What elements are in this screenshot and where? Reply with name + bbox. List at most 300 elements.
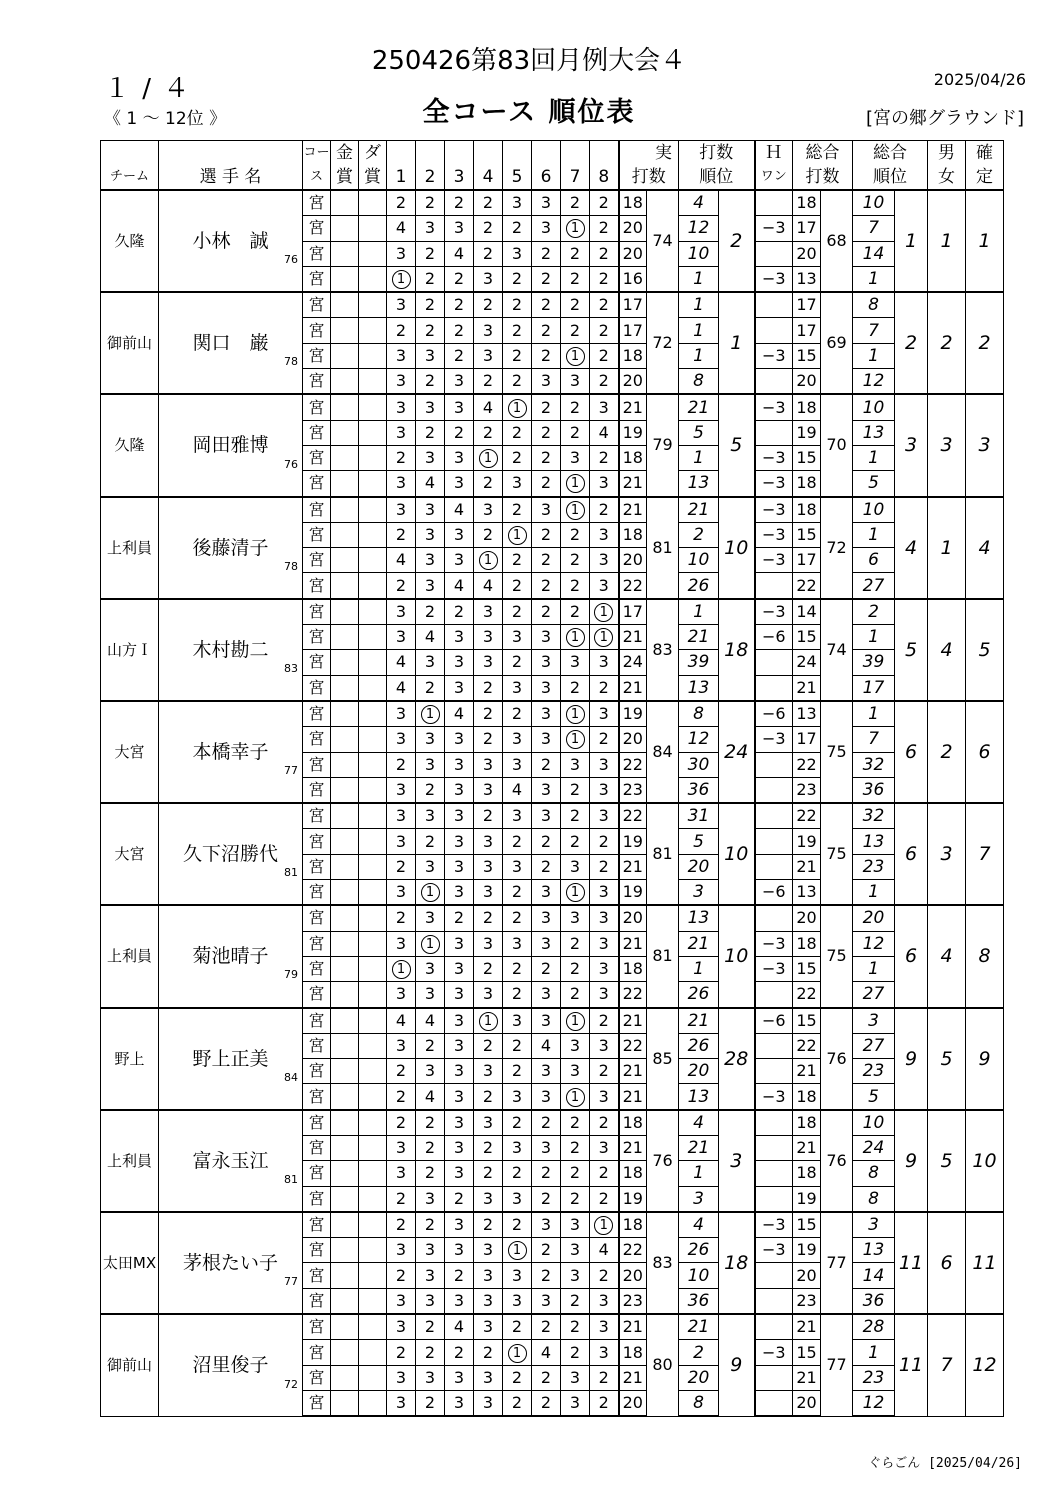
hole-score-cell: 2 [416,369,445,395]
gold-cell [331,777,359,803]
hole-score-cell: 3 [532,1135,561,1160]
hole-score-cell: 2 [387,190,416,216]
hole-score-cell: 2 [474,803,503,829]
hole-in-one-cell: −3 [755,1084,793,1110]
hole-score-cell: 3 [416,1186,445,1212]
col-hole-2: 2 [416,165,445,190]
round-total-rank-cell: 1 [853,956,895,981]
hole-score-cell: 3 [445,1110,474,1136]
actual-strokes-cell: 79 [647,394,679,496]
hole-score-cell: 2 [503,650,532,675]
round-sum-cell: 23 [619,777,647,803]
course-cell: 宮 [303,880,331,906]
round-total-rank-cell: 1 [853,1340,895,1365]
team-cell: 上利員 [101,497,159,599]
gold-cell [331,1390,359,1416]
round-total-cell: 24 [793,650,821,675]
hole-score-cell: 2 [503,1314,532,1340]
round-rank-cell: 21 [679,625,719,650]
hole-score-cell: 3 [503,1288,532,1314]
player-age: 79 [284,968,298,982]
table-row [101,701,1004,727]
hole-score-cell: 2 [445,905,474,931]
da-cell [359,1059,387,1084]
course-cell: 宮 [303,1084,331,1110]
header-row-bottom [101,165,1004,190]
round-sum-cell: 21 [619,471,647,497]
round-sum-cell: 20 [619,1390,647,1416]
col-da: 賞 [359,165,387,190]
total-rank-cell: 11 [895,1212,928,1314]
col-course-top: コー [303,141,331,166]
hole-score-cell: 2 [561,931,590,956]
hole-score-cell: 2 [474,292,503,318]
round-total-cell: 19 [793,1186,821,1212]
hole-in-one-cell [755,803,793,829]
hole-score-cell: 3 [416,343,445,368]
hole-score-cell: 3 [474,599,503,625]
gender-rank-cell: 4 [928,599,966,701]
actual-strokes-cell: 81 [647,905,679,1007]
hole-score-cell: 2 [503,266,532,292]
hole-score-cell: 2 [532,1365,561,1390]
hole-score-cell: 4 [416,625,445,650]
round-sum-cell: 18 [619,343,647,368]
hole-score-cell: 3 [445,1135,474,1160]
round-total-cell: 15 [793,343,821,368]
hole-in-one-cell [755,1288,793,1314]
hole-score-cell: 3 [590,956,619,981]
venue-label: [宮の郷グラウンド] [865,108,1024,129]
hole-score-cell: 2 [561,318,590,343]
round-total-cell: 15 [793,1340,821,1365]
hole-score-cell: 2 [503,420,532,445]
gold-cell [331,318,359,343]
hole-score-cell: 3 [532,880,561,906]
round-sum-cell: 21 [619,497,647,523]
round-sum-cell: 23 [619,1288,647,1314]
gold-cell [331,190,359,216]
hole-score-cell: 3 [503,471,532,497]
hole-score-cell [474,1008,503,1034]
hole-in-one-cell: −6 [755,625,793,650]
round-total-rank-cell: 13 [853,1238,895,1263]
hole-score-cell: 3 [474,752,503,777]
hole-score-cell: 2 [503,1390,532,1416]
hole-in-one-cell: −3 [755,522,793,547]
player-age: 77 [284,764,298,778]
round-sum-cell: 20 [619,241,647,266]
col-team-top [101,141,159,166]
hole-in-one-mark: 1 [479,449,498,468]
gold-cell [331,1263,359,1288]
round-total-rank-cell: 27 [853,1033,895,1058]
round-total-cell: 22 [793,1033,821,1058]
player-name: 本橋幸子 [192,741,269,764]
gold-cell [331,701,359,727]
round-total-rank-cell: 27 [853,573,895,599]
player-name: 沼里俊子 [192,1354,269,1377]
hole-score-cell: 3 [532,625,561,650]
col-actual: 打数 [619,165,679,190]
round-rank-cell: 13 [679,905,719,931]
hole-score-cell: 3 [561,369,590,395]
hole-score-cell [561,216,590,241]
round-total-rank-cell: 13 [853,829,895,854]
round-total-rank-cell: 12 [853,1390,895,1416]
hole-score-cell: 2 [503,1212,532,1238]
round-total-rank-cell: 27 [853,982,895,1008]
hole-in-one-cell: −3 [755,1340,793,1365]
col-rank: 順位 [679,165,755,190]
hole-score-cell: 3 [445,675,474,701]
hole-score-cell [503,522,532,547]
da-cell [359,445,387,470]
gold-cell [331,1314,359,1340]
hole-score-cell: 2 [561,1186,590,1212]
hole-score-cell: 3 [590,777,619,803]
hole-score-cell: 3 [445,880,474,906]
hole-in-one-cell: −3 [755,343,793,368]
col-mf: 女 [928,165,966,190]
hole-score-cell: 3 [590,548,619,573]
hole-score-cell: 3 [445,471,474,497]
hole-score-cell: 3 [445,445,474,470]
round-rank-cell: 30 [679,752,719,777]
course-cell: 宮 [303,497,331,523]
stroke-rank-cell: 10 [719,497,755,599]
team-cell: 御前山 [101,292,159,394]
course-cell: 宮 [303,420,331,445]
round-sum-cell: 19 [619,829,647,854]
hole-score-cell: 3 [532,1059,561,1084]
hole-score-cell: 3 [445,522,474,547]
hole-score-cell: 3 [445,548,474,573]
hole-score-cell: 3 [503,1263,532,1288]
hole-score-cell: 2 [532,292,561,318]
total-rank-cell: 9 [895,1008,928,1110]
hole-in-one-mark: 1 [566,347,585,366]
hole-score-cell: 3 [474,318,503,343]
hole-score-cell: 2 [474,1033,503,1058]
round-rank-cell: 8 [679,369,719,395]
da-cell [359,1390,387,1416]
hole-score-cell: 2 [590,241,619,266]
da-cell [359,752,387,777]
course-cell: 宮 [303,727,331,752]
ranking-table [100,140,1004,1417]
hole-score-cell: 2 [590,292,619,318]
hole-score-cell: 3 [416,522,445,547]
hole-score-cell: 3 [590,1033,619,1058]
hole-score-cell: 2 [532,445,561,470]
hole-in-one-cell [755,318,793,343]
round-sum-cell: 20 [619,1263,647,1288]
course-cell: 宮 [303,190,331,216]
round-rank-cell: 5 [679,420,719,445]
gender-rank-cell: 3 [928,394,966,496]
da-cell [359,956,387,981]
hole-score-cell: 2 [590,216,619,241]
hole-score-cell: 2 [561,777,590,803]
round-total-cell: 13 [793,701,821,727]
hole-score-cell: 2 [532,956,561,981]
round-total-rank-cell: 3 [853,1212,895,1238]
round-total-rank-cell: 14 [853,1263,895,1288]
hole-score-cell: 2 [561,599,590,625]
hole-score-cell: 3 [416,905,445,931]
round-total-rank-cell: 36 [853,1288,895,1314]
round-total-rank-cell: 1 [853,625,895,650]
team-cell: 御前山 [101,1314,159,1416]
course-cell: 宮 [303,1008,331,1034]
round-sum-cell: 17 [619,599,647,625]
round-rank-cell: 26 [679,982,719,1008]
col-hole-1: 1 [387,165,416,190]
da-cell [359,1135,387,1160]
hole-score-cell: 3 [474,1059,503,1084]
gold-cell [331,1033,359,1058]
final-rank-cell: 10 [966,1110,1004,1212]
hole-score-cell: 3 [445,1033,474,1058]
course-cell: 宮 [303,573,331,599]
da-cell [359,573,387,599]
round-total-rank-cell: 1 [853,880,895,906]
round-total-cell: 15 [793,1008,821,1034]
hole-score-cell: 3 [387,777,416,803]
hole-score-cell [416,701,445,727]
round-rank-cell: 26 [679,573,719,599]
page-title: 250426第83回月例大会４ [371,46,687,76]
hole-score-cell: 3 [445,394,474,420]
round-rank-cell: 2 [679,522,719,547]
round-sum-cell: 18 [619,445,647,470]
hole-score-cell: 3 [387,829,416,854]
gender-rank-cell: 2 [928,292,966,394]
hole-score-cell: 3 [387,701,416,727]
hole-score-cell: 3 [590,394,619,420]
hole-score-cell: 3 [445,369,474,395]
player-name: 菊池晴子 [192,945,269,968]
hole-score-cell: 3 [387,343,416,368]
total-strokes-cell: 69 [821,292,853,394]
course-cell: 宮 [303,752,331,777]
round-sum-cell: 18 [619,190,647,216]
hole-score-cell: 3 [503,752,532,777]
total-strokes-cell: 76 [821,1008,853,1110]
round-total-rank-cell: 10 [853,190,895,216]
player-name-cell [159,497,303,599]
round-rank-cell: 1 [679,318,719,343]
hole-in-one-mark: 1 [594,628,613,647]
hole-score-cell: 4 [445,701,474,727]
hole-in-one-cell [755,241,793,266]
da-cell [359,394,387,420]
da-cell [359,599,387,625]
hole-score-cell: 3 [445,803,474,829]
final-rank-cell: 9 [966,1008,1004,1110]
player-name-cell [159,1110,303,1212]
hole-score-cell: 2 [474,675,503,701]
col-hole-top [445,141,474,166]
round-total-cell: 15 [793,625,821,650]
gold-cell [331,1186,359,1212]
hole-in-one-cell: −3 [755,497,793,523]
col-final-top: 確 [966,141,1004,166]
hole-in-one-cell: −3 [755,394,793,420]
gold-cell [331,982,359,1008]
da-cell [359,777,387,803]
course-cell: 宮 [303,343,331,368]
actual-strokes-cell: 74 [647,190,679,292]
player-age: 78 [284,559,298,573]
round-rank-cell: 21 [679,497,719,523]
col-trank: 順位 [853,165,928,190]
hole-score-cell: 2 [474,905,503,931]
gold-cell [331,241,359,266]
course-cell: 宮 [303,1161,331,1186]
round-sum-cell: 20 [619,905,647,931]
hole-in-one-cell: −3 [755,1238,793,1263]
hole-score-cell: 2 [532,1110,561,1136]
total-rank-cell: 1 [895,190,928,292]
hole-score-cell: 3 [590,1340,619,1365]
gold-cell [331,548,359,573]
gender-rank-cell: 3 [928,803,966,905]
course-cell: 宮 [303,241,331,266]
course-cell: 宮 [303,931,331,956]
round-sum-cell: 21 [619,625,647,650]
round-total-rank-cell: 7 [853,727,895,752]
hole-score-cell: 4 [387,216,416,241]
round-total-rank-cell: 8 [853,292,895,318]
round-sum-cell: 18 [619,1161,647,1186]
table-row [101,497,1004,523]
hole-in-one-cell: −3 [755,956,793,981]
round-total-rank-cell: 12 [853,369,895,395]
hole-score-cell [590,625,619,650]
round-total-cell: 18 [793,1110,821,1136]
stroke-rank-cell: 28 [719,1008,755,1110]
round-sum-cell: 18 [619,956,647,981]
col-hole-7: 7 [561,165,590,190]
hole-score-cell: 2 [387,318,416,343]
hole-in-one-cell [755,1390,793,1416]
total-strokes-cell: 77 [821,1212,853,1314]
hole-in-one-mark: 1 [594,1216,613,1235]
actual-strokes-cell: 83 [647,599,679,701]
round-rank-cell: 1 [679,445,719,470]
gold-cell [331,369,359,395]
course-cell: 宮 [303,471,331,497]
round-total-rank-cell: 13 [853,420,895,445]
round-sum-cell: 20 [619,727,647,752]
hole-in-one-cell [755,650,793,675]
hole-score-cell: 4 [532,1340,561,1365]
hole-score-cell: 2 [503,1059,532,1084]
hole-score-cell: 3 [445,1059,474,1084]
hole-score-cell: 2 [532,420,561,445]
hole-score-cell: 3 [532,1084,561,1110]
round-sum-cell: 19 [619,1186,647,1212]
hole-score-cell: 2 [416,675,445,701]
hole-score-cell: 2 [474,1212,503,1238]
hole-score-cell: 2 [503,369,532,395]
hole-score-cell: 2 [590,1110,619,1136]
round-rank-cell: 26 [679,1033,719,1058]
hole-score-cell: 3 [445,931,474,956]
hole-score-cell: 2 [532,854,561,879]
hole-score-cell: 2 [503,982,532,1008]
hole-score-cell: 2 [445,190,474,216]
da-cell [359,1238,387,1263]
round-sum-cell: 22 [619,573,647,599]
col-hole-top [474,141,503,166]
da-cell [359,854,387,879]
hole-score-cell: 2 [416,420,445,445]
hole-score-cell [387,266,416,292]
hole-score-cell: 4 [474,573,503,599]
hole-score-cell: 2 [503,292,532,318]
round-rank-cell: 26 [679,1238,719,1263]
col-hole-6: 6 [532,165,561,190]
hole-score-cell: 2 [561,829,590,854]
hole-score-cell: 2 [532,1390,561,1416]
player-name: 関口 巌 [192,332,269,355]
hole-score-cell: 2 [590,675,619,701]
col-team: チーム [101,165,159,190]
round-sum-cell: 21 [619,1314,647,1340]
course-cell: 宮 [303,1365,331,1390]
hole-score-cell: 3 [474,625,503,650]
total-rank-cell: 4 [895,497,928,599]
hole-score-cell: 3 [387,982,416,1008]
gold-cell [331,522,359,547]
hole-in-one-mark: 1 [566,1012,585,1031]
final-rank-cell: 3 [966,394,1004,496]
hole-score-cell: 3 [445,1288,474,1314]
round-rank-cell: 1 [679,1161,719,1186]
hole-in-one-cell [755,420,793,445]
gold-cell [331,752,359,777]
round-total-cell: 15 [793,445,821,470]
hole-score-cell: 3 [416,650,445,675]
hole-score-cell: 2 [590,343,619,368]
hole-score-cell: 2 [503,829,532,854]
hole-score-cell: 4 [590,1238,619,1263]
table-row [101,905,1004,931]
da-cell [359,701,387,727]
round-rank-cell: 10 [679,548,719,573]
hole-score-cell: 2 [387,445,416,470]
gold-cell [331,1288,359,1314]
total-rank-cell: 6 [895,803,928,905]
hole-score-cell: 3 [416,803,445,829]
player-name-cell [159,1212,303,1314]
final-rank-cell: 12 [966,1314,1004,1416]
da-cell [359,1365,387,1390]
gold-cell [331,1135,359,1160]
table-row [101,1212,1004,1238]
hole-score-cell: 2 [445,1186,474,1212]
hole-in-one-cell: −3 [755,216,793,241]
hole-score-cell: 2 [503,573,532,599]
da-cell [359,829,387,854]
hole-score-cell: 3 [503,1186,532,1212]
gold-cell [331,1008,359,1034]
player-name: 木村勘二 [192,638,269,661]
hole-score-cell: 3 [445,1390,474,1416]
